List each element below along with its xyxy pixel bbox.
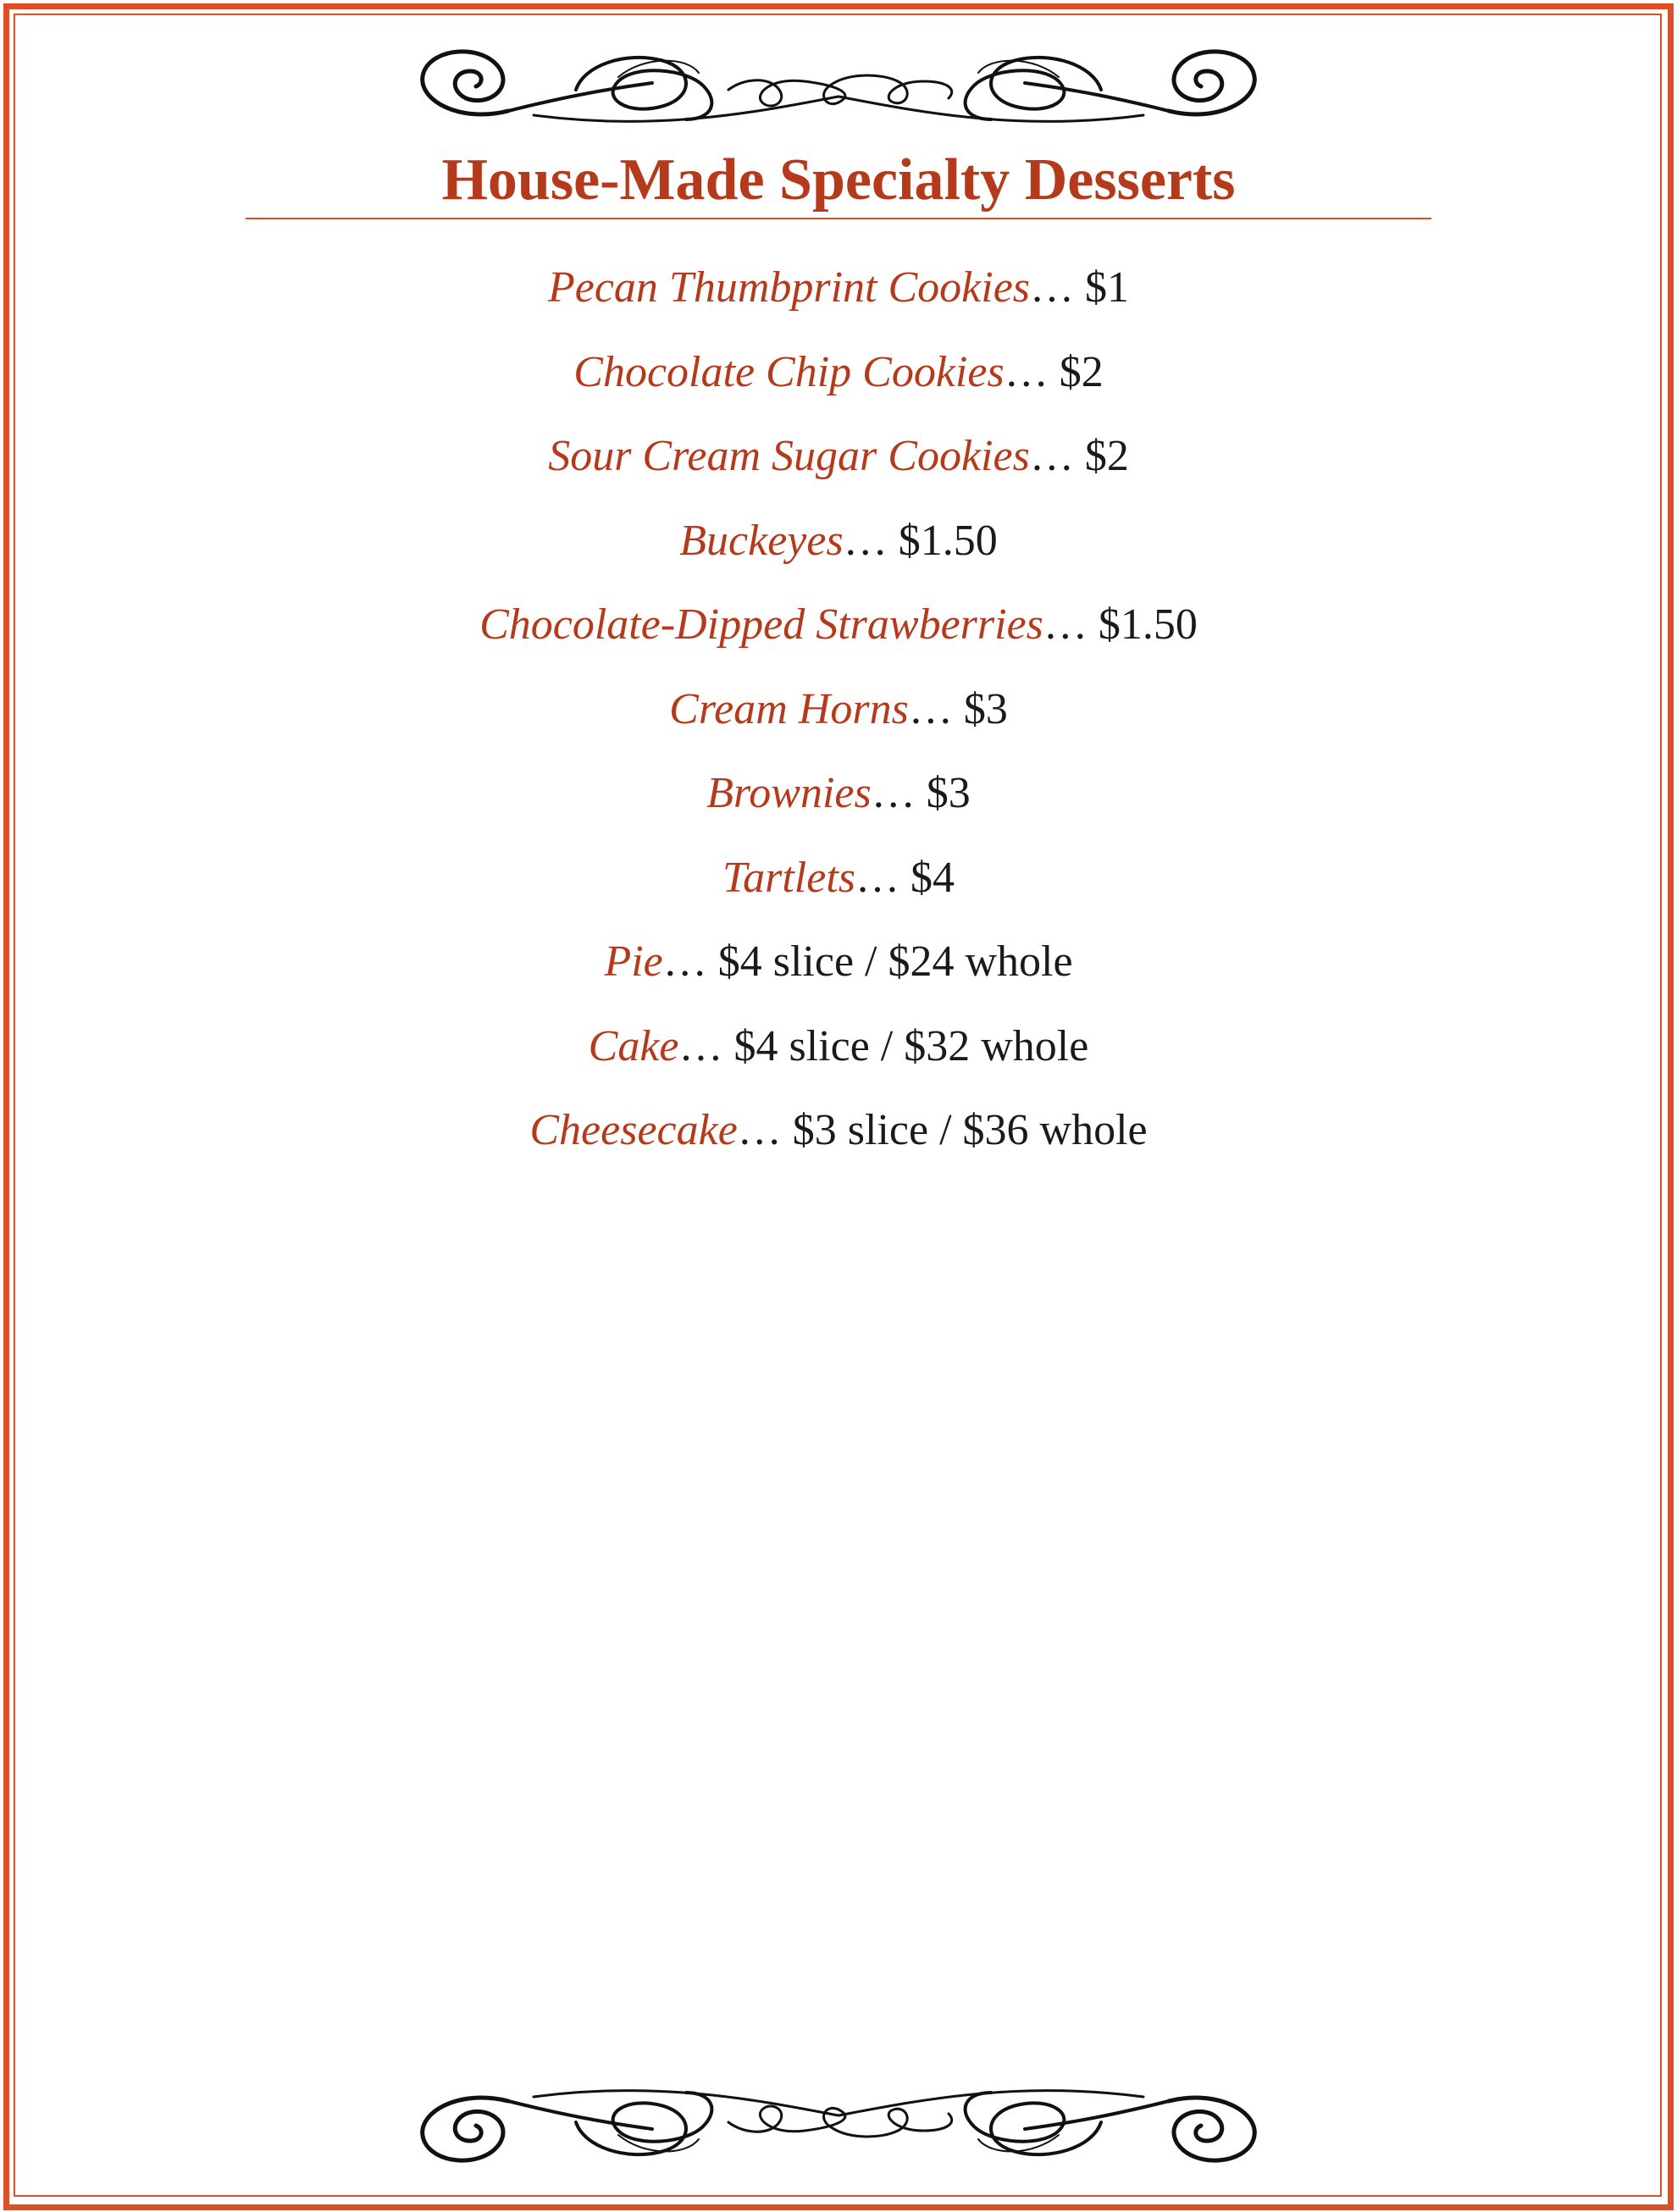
menu-item: [0, 760, 1677, 844]
menu-item-name: Chocolate Chip Cookies: [573, 347, 1005, 396]
top-scroll-ornament-icon: [407, 30, 1270, 141]
menu-item-separator: …: [662, 937, 718, 986]
title-divider: [246, 218, 1431, 219]
menu-item-separator: …: [908, 684, 964, 733]
page-title: House-Made Specialty Desserts: [441, 147, 1236, 213]
menu-item-separator: …: [1043, 600, 1099, 649]
menu-item-name: Cheesecake: [529, 1106, 738, 1154]
menu-item-name: Cream Horns: [669, 684, 909, 733]
menu-item-separator: …: [871, 769, 927, 817]
menu-item-name: Brownies: [706, 769, 872, 817]
menu-item: [0, 254, 1677, 339]
menu-item-price: $4 slice / $24 whole: [717, 937, 1073, 986]
menu-item-name: Buckeyes: [679, 516, 844, 565]
menu-item-separator: …: [855, 853, 911, 902]
menu-item-price: $3: [926, 769, 971, 817]
menu-item: [0, 928, 1677, 1013]
menu-item-name: Pie: [604, 937, 663, 986]
menu-item: [0, 423, 1677, 507]
dessert-menu-list: [0, 254, 1677, 1181]
menu-item-price: $3 slice / $36 whole: [792, 1106, 1148, 1154]
menu-item-name: Pecan Thumbprint Cookies: [547, 263, 1031, 312]
menu-item-separator: …: [843, 516, 899, 565]
menu-item-separator: …: [1030, 263, 1086, 312]
menu-item-price: $1: [1085, 263, 1130, 312]
menu-item: [0, 591, 1677, 676]
menu-item-price: $2: [1084, 432, 1129, 480]
menu-item-name: Sour Cream Sugar Cookies: [548, 432, 1030, 480]
menu-item: [0, 676, 1677, 760]
menu-item-separator: …: [1029, 432, 1085, 480]
menu-item-name: Chocolate-Dipped Strawberries: [479, 600, 1043, 649]
menu-item-separator: …: [678, 1021, 734, 1070]
menu-item-price: $1.50: [898, 516, 998, 565]
menu-item: [0, 1013, 1677, 1098]
menu-item-separator: …: [737, 1106, 793, 1154]
menu-item-name: Cake: [588, 1021, 679, 1070]
menu-item-price: $4: [910, 853, 955, 902]
menu-item: [0, 844, 1677, 929]
menu-item-price: $4 slice / $32 whole: [733, 1021, 1089, 1070]
bottom-scroll-ornament-icon: [407, 2071, 1270, 2182]
menu-item: [0, 507, 1677, 592]
menu-item-name: Tartlets: [722, 853, 856, 902]
menu-item-separator: …: [1004, 347, 1060, 396]
menu-item: [0, 339, 1677, 423]
menu-item: [0, 1097, 1677, 1181]
menu-item-price: $3: [963, 684, 1008, 733]
menu-item-price: $2: [1059, 347, 1104, 396]
menu-item-price: $1.50: [1098, 600, 1198, 649]
